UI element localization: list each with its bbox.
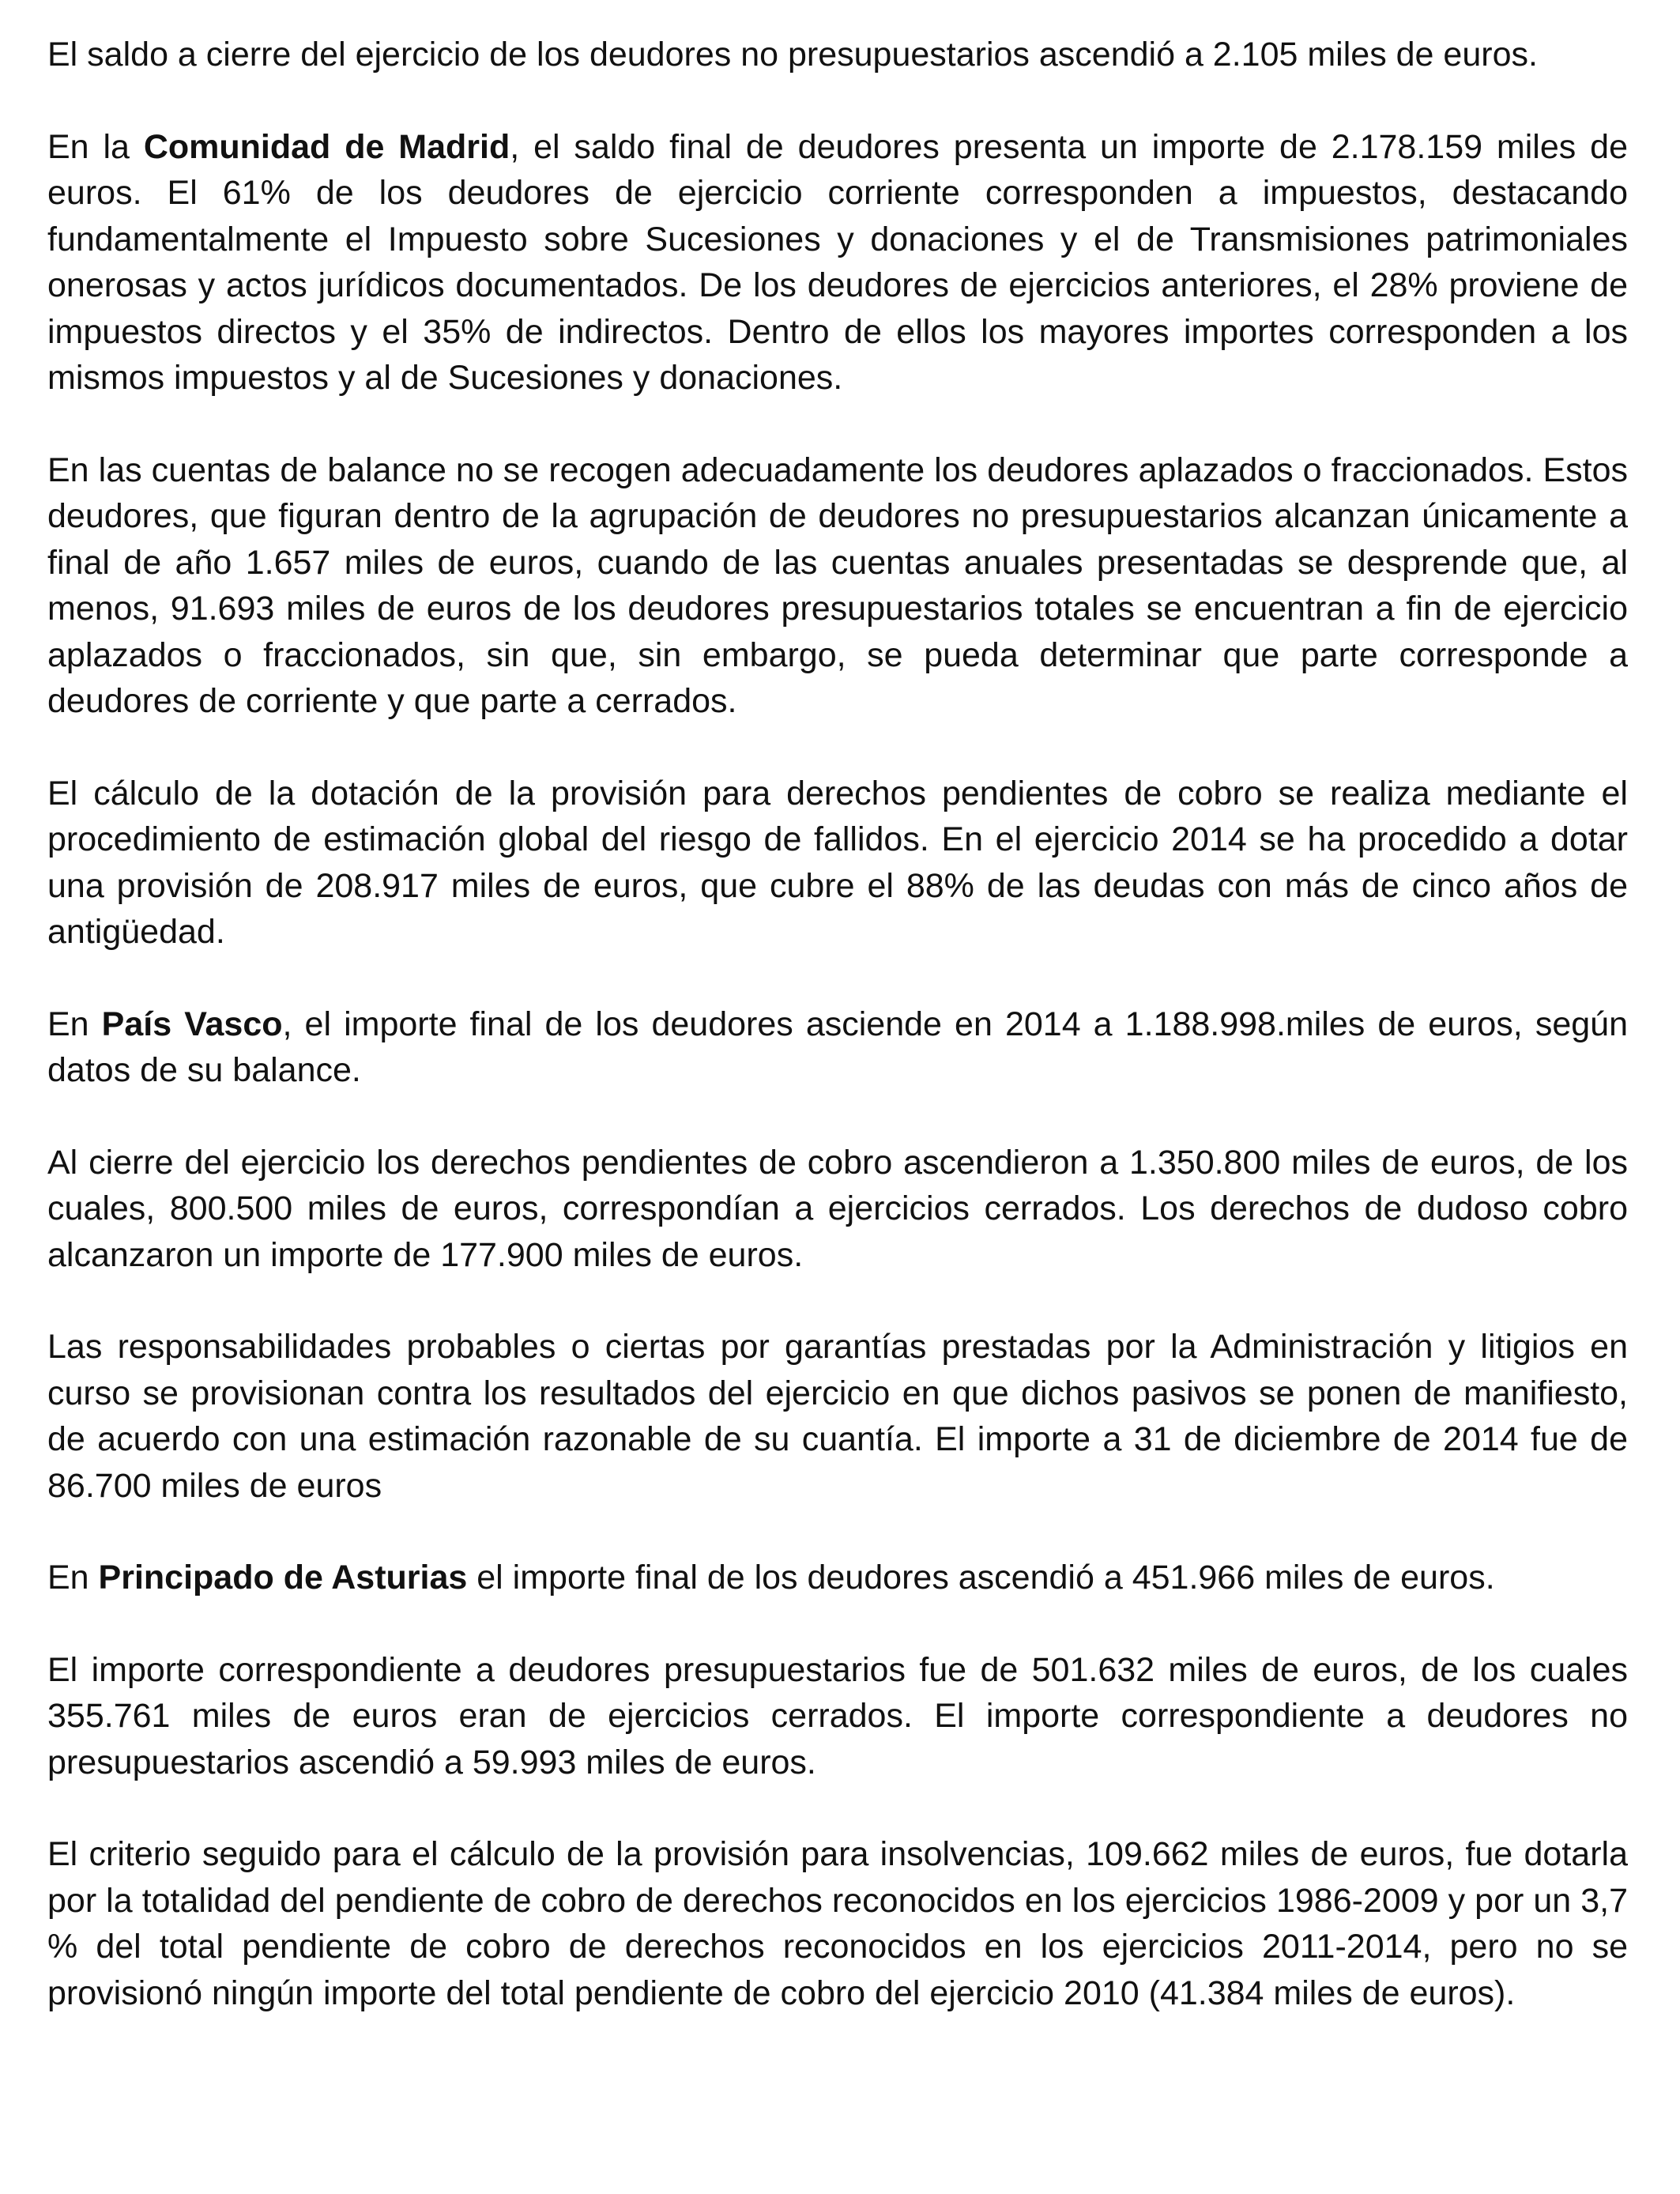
paragraph-comunidad-de-madrid [47,124,1628,401]
paragraph-text-after: el importe final de los deudores ascendió a 451.966 miles de euros. [467,1559,1495,1596]
paragraph-text-after: , el importe final de los deudores asciende en 2014 a 1.188.998.miles de euros, según datos de su balance. [47,1005,1628,1089]
document-page [47,32,1628,2062]
paragraph-text-before: En [47,1005,102,1043]
paragraph-text-before: En [47,1559,99,1596]
paragraph-deudores-no-presupuestarios: El saldo a cierre del ejercicio de los deudores no presupuestarios ascendió a 2.105 miles de euros. [47,36,1538,74]
paragraph-text-before: En la [47,127,144,166]
region-name-madrid: Comunidad de Madrid [143,127,510,166]
region-name-pais-vasco: País Vasco [101,1005,283,1043]
paragraph-derechos-pendientes: Al cierre del ejercicio los derechos pendientes de cobro ascendieron a 1.350.800 miles de euros, de los cuales, 800.500 miles de euros, correspondían a ejercicios cerrados. Los derechos de dudoso cobro alcanzaron un importe de 177.900 miles de euros. [47,1143,1628,1274]
paragraph-provision-insolvencias: El criterio seguido para el cálculo de la provisión para insolvencias, 109.662 miles de euros, fue dotarla por la totalidad del pendiente de cobro de derechos reconocidos en los ejercicios 1986-2009 y por un 3,7 % del total pendiente de cobro de derechos reconocidos en los ejercicios 2011-2014, pero no se provisionó ningún importe del total pendiente de cobro del ejercicio 2010 (41.384 miles de euros). [47,1835,1628,2012]
paragraph-principado-de-asturias [47,1555,1628,1601]
paragraph-responsabilidades: Las responsabilidades probables o ciertas por garantías prestadas por la Administración y litigios en curso se provisionan contra los resultados del ejercicio en que dichos pasivos se ponen de manifiesto, de acuerdo con una estimación razonable de su cuantía. El importe a 31 de diciembre de 2014 fue de 86.700 miles de euros [47,1328,1628,1505]
paragraph-provision-madrid: El cálculo de la dotación de la provisión para derechos pendientes de cobro se realiza mediante el procedimiento de estimación global del riesgo de fallidos. En el ejercicio 2014 se ha procedido a dotar una provisión de 208.917 miles de euros, que cubre el 88% de las deudas con más de cinco años de antigüedad. [47,774,1628,951]
paragraph-deudores-presupuestarios-asturias: El importe correspondiente a deudores presupuestarios fue de 501.632 miles de euros, de los cuales 355.761 miles de euros eran de ejercicios cerrados. El importe correspondiente a deudores no presupuestarios ascendió a 59.993 miles de euros. [47,1650,1628,1781]
paragraph-text-after: , el saldo final de deudores presenta un importe de 2.178.159 miles de euros. El 61% de los deudores de ejercicio corriente corresponden a impuestos, destacando fundamentalmente el Impuesto sobre Sucesiones y donaciones y el de Transmisiones patrimoniales onerosas y actos jurídicos documentados. De los deudores de ejercicios anteriores, el 28% proviene de impuestos directos y el 35% de indirectos. Dentro de ellos los mayores importes corresponden a los mismos impuestos y al de Sucesiones y donaciones. [47,127,1628,397]
paragraph-pais-vasco [47,1001,1628,1094]
paragraph-deudores-aplazados: En las cuentas de balance no se recogen adecuadamente los deudores aplazados o fraccionados. Estos deudores, que figuran dentro de la agrupación de deudores no presupuestarios alcanzan únicamente a final de año 1.657 miles de euros, cuando de las cuentas anuales presentadas se desprende que, al menos, 91.693 miles de euros de los deudores presupuestarios totales se encuentran a fin de ejercicio aplazados o fraccionados, sin que, sin embargo, se pueda determinar que parte corresponde a deudores de corriente y que parte a cerrados. [47,450,1628,720]
region-name-asturias: Principado de Asturias [98,1559,468,1596]
